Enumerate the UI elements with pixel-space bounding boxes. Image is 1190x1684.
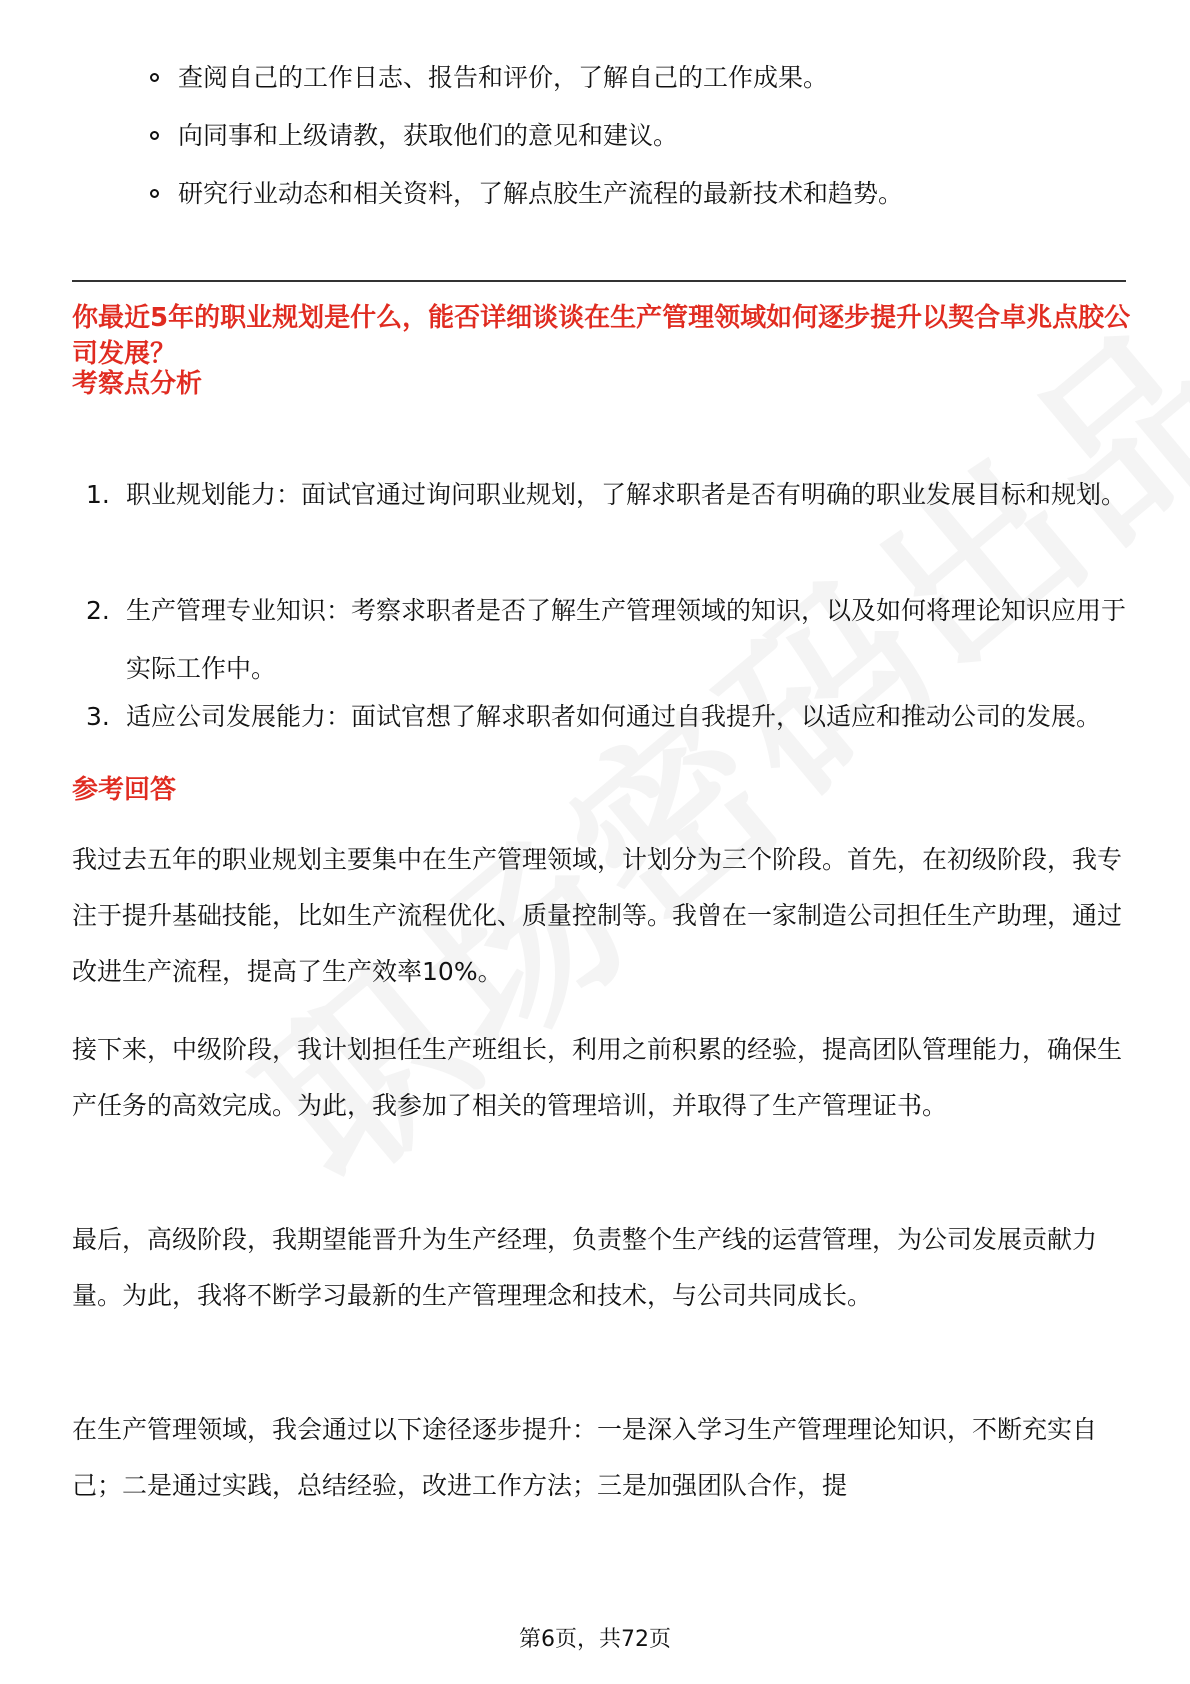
bullet-list <box>148 60 1128 234</box>
answer-paragraph: 最后，高级阶段，我期望能晋升为生产经理，负责整个生产线的运营管理，为公司发展贡献力量。为此，我将不断学习最新的生产管理理念和技术，与公司共同成长。 <box>72 1225 1098 1310</box>
analysis-item <box>72 582 1132 688</box>
analysis-heading: 考察点分析 <box>72 369 203 399</box>
bullet-text: 查阅自己的工作日志、报告和评价，了解自己的工作成果。 <box>178 63 829 92</box>
bullet-text: 向同事和上级请教，获取他们的意见和建议。 <box>178 121 679 150</box>
question-heading: 你最近5年的职业规划是什么，能否详细谈谈在生产管理领域如何逐步提升以契合卓兆点胶公司发展？ <box>72 303 1131 369</box>
item-number: 1. <box>86 480 110 509</box>
answer-paragraph: 接下来，中级阶段，我计划担任生产班组长，利用之前积累的经验，提高团队管理能力，确保生产任务的高效完成。为此，我参加了相关的管理培训，并取得了生产管理证书。 <box>72 1035 1123 1120</box>
hollow-bullet-icon <box>150 189 159 198</box>
analysis-item <box>72 688 1132 804</box>
bullet-item <box>148 176 1128 234</box>
item-text: 生产管理专业知识：考察求职者是否了解生产管理领域的知识，以及如何将理论知识应用于实际工作中。 <box>126 596 1127 683</box>
item-number: 2. <box>86 596 110 625</box>
section-divider <box>72 280 1126 282</box>
answer-paragraph: 我过去五年的职业规划主要集中在生产管理领域，计划分为三个阶段。首先，在初级阶段，我专注于提升基础技能，比如生产流程优化、质量控制等。我曾在一家制造公司担任生产助理，通过改进生产流程，提高了生产效率10%。 <box>72 845 1123 986</box>
bullet-text: 研究行业动态和相关资料，了解点胶生产流程的最新技术和趋势。 <box>178 179 904 208</box>
item-text: 职业规划能力：面试官通过询问职业规划，了解求职者是否有明确的职业发展目标和规划。 <box>126 480 1127 509</box>
item-text: 适应公司发展能力：面试官想了解求职者如何通过自我提升，以适应和推动公司的发展。 <box>126 702 1102 731</box>
answer-paragraph: 在生产管理领域，我会通过以下途径逐步提升：一是深入学习生产管理理论知识，不断充实自己；二是通过实践，总结经验，改进工作方法；三是加强团队合作，提 <box>72 1415 1098 1500</box>
reference-heading: 参考回答 <box>72 775 177 805</box>
page-number: 第6页，共72页 <box>519 1627 671 1652</box>
analysis-item <box>72 466 1132 582</box>
hollow-bullet-icon <box>150 73 159 82</box>
analysis-list <box>72 466 1132 804</box>
bullet-item <box>148 60 1128 118</box>
bullet-item <box>148 118 1128 176</box>
hollow-bullet-icon <box>150 131 159 140</box>
item-number: 3. <box>86 702 110 731</box>
